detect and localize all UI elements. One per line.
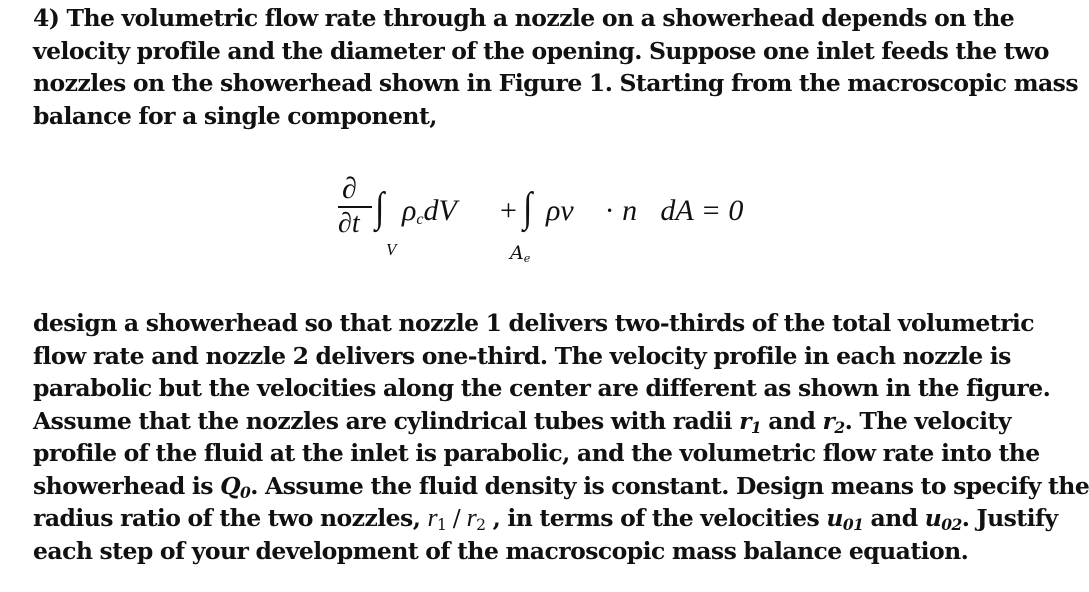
- u02-subscript: 02: [941, 514, 962, 534]
- body-line-7: [33, 502, 1058, 535]
- mass-balance-equation: [336, 168, 744, 278]
- area-integrand: [546, 194, 743, 228]
- q0-subscript: 0: [240, 482, 251, 502]
- area-symbol: A: [510, 242, 524, 264]
- line10-text-a: showerhead is: [33, 471, 221, 500]
- rho-symbol: ρ: [402, 194, 417, 227]
- line8-text-a: Assume that the nozzles are cylindrical tubes with radii: [33, 406, 740, 435]
- volume-integral-limit: V: [386, 240, 397, 259]
- intro-line-2: velocity profile and the diameter of the opening. Suppose one inlet feeds the two: [33, 36, 1049, 65]
- intro-line-1: 4) The volumetric flow rate through a nozzle on a showerhead depends on the: [33, 4, 1015, 32]
- velocity-vector: v⃗: [560, 194, 598, 227]
- normal-vector: n⃗: [622, 194, 661, 227]
- line11-text-a: radius ratio of the two nozzles,: [33, 504, 428, 532]
- rho2-symbol: ρ: [546, 194, 561, 227]
- ratio-r1-symbol: r: [427, 503, 438, 532]
- r2-symbol: r: [822, 406, 835, 435]
- volume-integrand: [402, 194, 457, 228]
- u02-symbol: u: [924, 504, 942, 532]
- r2-subscript: 2: [834, 417, 845, 437]
- area-integral-sign: ∫: [523, 185, 533, 231]
- q0-symbol: Q: [220, 471, 240, 500]
- line8-text-c: . The velocity: [844, 406, 1011, 435]
- ratio-r2-subscript: 2: [476, 515, 486, 534]
- u01-subscript: 01: [842, 514, 864, 534]
- da-equals-zero: dA = 0: [660, 194, 744, 227]
- r1-subscript: 1: [750, 417, 762, 437]
- area-subscript: e: [523, 251, 531, 265]
- body-line-6: [33, 470, 1089, 503]
- line11-text-d: . Justify: [961, 504, 1058, 532]
- body-line-3: parabolic but the velocities along the center are different as shown in the figure.: [33, 374, 1051, 402]
- plus-sign: +: [500, 194, 517, 227]
- r1-symbol: r: [739, 406, 751, 435]
- line8-text-b: and: [761, 406, 823, 435]
- line11-text-c: and: [863, 504, 925, 532]
- intro-line-4: balance for a single component,: [33, 101, 437, 130]
- ratio-r2-symbol: r: [466, 503, 477, 532]
- rho-subscript: c: [416, 211, 424, 228]
- u01-symbol: u: [826, 504, 843, 532]
- dv-term: dV: [423, 194, 457, 227]
- area-integral-limit: [510, 242, 530, 264]
- partial-numerator: ∂: [342, 172, 357, 205]
- ratio-slash: /: [446, 504, 467, 532]
- dot-operator: ·: [597, 194, 623, 227]
- partial-denominator: ∂t: [338, 208, 360, 239]
- body-line-5: profile of the fluid at the inlet is parabolic, and the volumetric flow rate into the: [33, 439, 1040, 467]
- ratio-r1-subscript: 1: [437, 515, 447, 534]
- problem-body: [33, 307, 1089, 567]
- line10-text-b: . Assume the fluid density is constant. Design means to specify the: [250, 471, 1089, 500]
- body-line-4: [33, 405, 1011, 438]
- body-line-1: design a showerhead so that nozzle 1 delivers two-thirds of the total volumetric: [33, 309, 1035, 337]
- body-line-8: each step of your development of the macroscopic mass balance equation.: [33, 536, 969, 565]
- line11-text-b: , in terms of the velocities: [485, 504, 827, 532]
- body-line-2: flow rate and nozzle 2 delivers one-third. The velocity profile in each nozzle is: [33, 341, 1011, 370]
- intro-line-3: nozzles on the showerhead shown in Figure 1. Starting from the macroscopic mass: [33, 69, 1079, 97]
- volume-integral-sign: ∫: [375, 185, 385, 231]
- problem-intro: [33, 2, 1079, 132]
